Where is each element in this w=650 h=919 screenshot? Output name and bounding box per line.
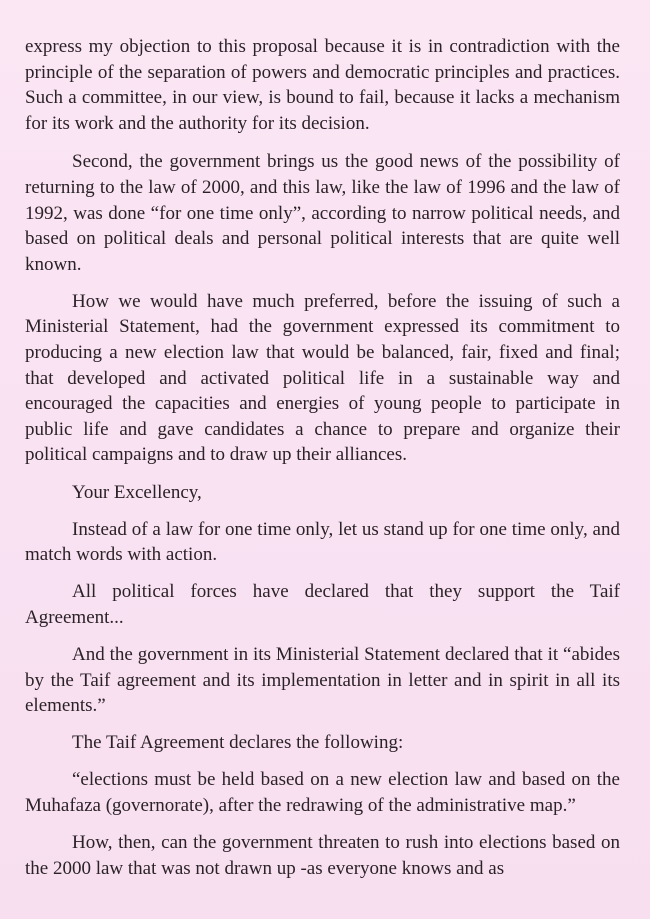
paragraph-instead: Instead of a law for one time only, let us stand up for one time only, and match words with action. xyxy=(25,518,620,566)
paragraph-ministerial-statement: And the government in its Ministerial Statement declared that it “abides by the Taif agreement and its implementation in letter and in spirit in all its elements.” xyxy=(25,643,620,717)
paragraph-salutation: Your Excellency, xyxy=(72,481,202,503)
paragraph-how-then: How, then, can the government threaten to rush into elections based on the 2000 law that was not drawn up -as everyone knows and as xyxy=(25,832,620,879)
paragraph-quote: “elections must be held based on a new election law and based on the Muhafaza (governorate), after the redrawing of the administrative map.” xyxy=(25,769,620,816)
paragraph-taif-declares: The Taif Agreement declares the following: xyxy=(72,732,404,754)
paragraph-second: Second, the government brings us the good news of the possibility of returning to the law of 2000, and this law, like the law of 1996 and the law of 1992, was done “for one time only”, according to narrow political needs, and based on political deals and personal political interests that are quite well known. xyxy=(25,151,620,275)
paragraph-objection: express my objection to this proposal because it is in contradiction with the principle of the separation of powers and democratic principles and practices. Such a committee, in our view, is bound to fail, because it lacks a mechanism for its work and the authority for its decision. xyxy=(25,36,620,134)
paragraph-political-forces: All political forces have declared that they support the Taif Agreement... xyxy=(25,581,620,628)
paragraph-preference: How we would have much preferred, before the issuing of such a Ministerial Statement, had the government expressed its commitment to producing a new election law that would be balanced, fair, fixed and final; that developed and activated political life in a sustainable way and encouraged the capacities and energies of young people to participate in public life and gave candidates a chance to prepare and organize their political campaigns and to draw up their alliances. xyxy=(25,290,620,466)
